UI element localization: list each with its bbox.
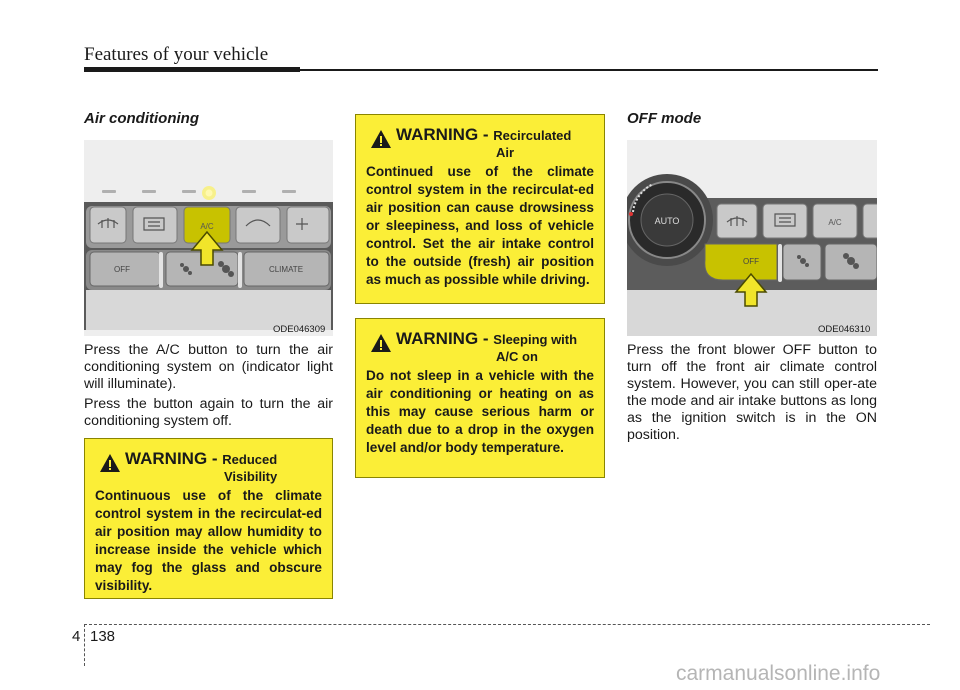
warning-body: Continued use of the climate control system in the recirculat-ed air position can cause drowsiness or sleepiness, and loss of vehicle control. Set the air intake control to the outside (fresh) air position as much as possible while driving. xyxy=(366,164,594,287)
svg-text:A/C: A/C xyxy=(200,222,214,231)
warning-triangle-icon xyxy=(370,129,392,149)
warning-subtitle-line2: A/C on xyxy=(496,349,538,364)
warning-box-reduced-visibility xyxy=(84,438,333,599)
page-header-title: Features of your vehicle xyxy=(84,44,269,65)
warning-box-recirculated-air xyxy=(355,114,605,304)
svg-text:CLIMATE: CLIMATE xyxy=(268,265,304,274)
warning-triangle-icon xyxy=(370,333,392,353)
section-heading-air-conditioning: Air conditioning xyxy=(84,110,199,127)
warning-triangle-icon xyxy=(99,453,121,473)
warning-box-sleeping-ac xyxy=(355,318,605,478)
svg-text:OFF: OFF xyxy=(743,257,759,266)
off-mode-panel-illustration xyxy=(627,140,877,336)
warning-subtitle-line1: Recirculated xyxy=(493,128,572,143)
warning-header xyxy=(95,449,322,487)
warning-label: WARNING - Reduced xyxy=(125,449,278,468)
warning-label: WARNING - Recirculated xyxy=(396,125,572,144)
warning-subtitle-line2: Air xyxy=(496,145,515,160)
warning-subtitle-line1: Sleeping with xyxy=(493,332,578,347)
warning-body: Do not sleep in a vehicle with the air conditioning or heating on as this may cause serious harm or death due to a drop in the oxygen level and/or body temperature. xyxy=(366,368,594,455)
footer-divider xyxy=(84,624,85,666)
knob-label: AUTO xyxy=(654,216,680,226)
warning-label: WARNING - Sleeping with xyxy=(396,329,578,348)
svg-text:A/C: A/C xyxy=(828,218,842,227)
paragraph-ac-on: Press the A/C button to turn the air conditioning system on (indicator light will illuminate). xyxy=(84,342,333,392)
warning-header xyxy=(366,329,594,367)
indicator-light-icon xyxy=(202,186,216,200)
section-heading-off-mode: OFF mode xyxy=(627,110,702,127)
header-rule-thin xyxy=(300,69,878,71)
footer-rule xyxy=(84,624,930,625)
footer-chapter-number: 4 xyxy=(72,628,81,645)
warning-subtitle-line1: Reduced xyxy=(222,452,278,467)
figure-code-left: ODE046309 xyxy=(273,324,326,335)
watermark: carmanualsonline.info xyxy=(676,662,881,685)
warning-header xyxy=(366,125,594,163)
paragraph-off-mode: Press the front blower OFF button to turn off the front air climate control system. However, you can still oper-ate the mode and air intake buttons as long as the ignition switch is in the ON position. xyxy=(627,342,877,443)
paragraph-ac-off: Press the button again to turn the air conditioning system off. xyxy=(84,396,333,429)
warning-subtitle-line2: Visibility xyxy=(224,469,278,484)
ac-panel-figure xyxy=(84,140,333,336)
footer-page-number: 138 xyxy=(90,628,116,645)
figure-code-right: ODE046310 xyxy=(818,324,871,335)
ac-panel-illustration xyxy=(84,140,333,336)
off-mode-panel-figure xyxy=(627,140,877,336)
warning-body: Continuous use of the climate control system in the recirculat-ed air position may allow humidity to increase inside the vehicle which may fog the glass and obscure visibility. xyxy=(95,488,322,593)
svg-text:OFF: OFF xyxy=(114,265,130,274)
header-rule-thick xyxy=(84,67,300,72)
